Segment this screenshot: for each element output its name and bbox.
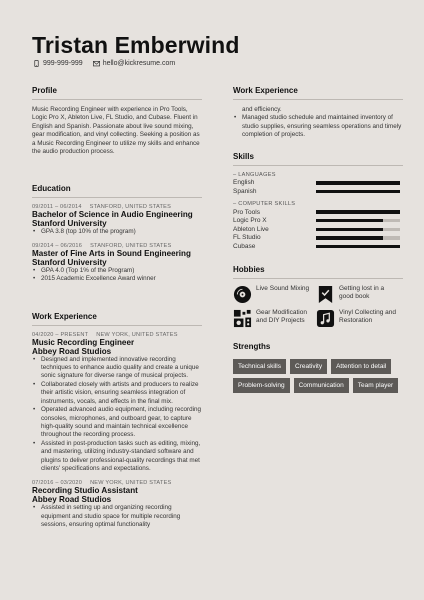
school-name: Stanford University	[32, 257, 107, 267]
skills-heading: Skills	[233, 152, 403, 166]
job-item	[32, 480, 202, 529]
skill-level-fill	[316, 190, 400, 194]
education-bullets	[32, 267, 202, 284]
bullet: • Collaborated closely with artists and producers to realize their artistic vision, ensuring seamless integration of instruments, vocals, and effects in the final mix.	[32, 381, 202, 406]
skill-level-bar	[316, 181, 400, 185]
candidate-name: Tristan Emberwind	[32, 32, 240, 58]
job-meta: 04/2020 – PRESENT NEW YORK, UNITED STATES	[32, 331, 178, 338]
hobby-label: Gear Modification and DIY Projects	[256, 308, 307, 325]
job-company: Abbey Road Studios	[32, 495, 112, 505]
education-meta: 09/2011 – 06/2014 STANFORD, UNITED STATES	[32, 204, 172, 211]
phone-number[interactable]: 999-999-999	[43, 60, 83, 67]
skill-level-fill	[316, 245, 400, 249]
skill-row	[233, 216, 403, 225]
strength-tag: Technical skills	[233, 359, 286, 374]
skill-name: FL Studio	[233, 234, 261, 242]
mixer-icon	[233, 309, 252, 328]
skill-level-bar	[316, 228, 400, 232]
job-bullets	[32, 356, 202, 474]
bullet: • Designed and implemented innovative recording techniques to enhance audio quality and create a unique sonic signature for diverse range of musical projects.	[32, 356, 202, 381]
skill-level-bar	[316, 210, 400, 214]
job-role: Music Recording Engineer	[32, 337, 135, 347]
hobby-label: Vinyl Collecting and Restoration	[339, 308, 396, 325]
email-address[interactable]: hello@kickresume.com	[102, 60, 176, 67]
skill-level-bar	[316, 219, 400, 223]
job-bullets	[32, 504, 202, 529]
job-meta: 07/2016 – 03/2020 NEW YORK, UNITED STATES	[32, 480, 172, 487]
strength-tag: Communication	[294, 378, 349, 393]
education-item	[32, 243, 202, 284]
experience-cont-heading: Work Experience	[233, 86, 403, 100]
hobby-item	[233, 285, 316, 304]
left-column	[32, 86, 202, 530]
skill-level-bar	[316, 245, 400, 249]
right-column	[233, 86, 403, 397]
skill-row	[233, 208, 403, 217]
skill-name: English	[233, 179, 255, 187]
strengths-heading: Strengths	[233, 341, 271, 351]
skill-level-fill	[316, 210, 400, 214]
job-role: Recording Studio Assistant	[32, 486, 138, 496]
hobbies-grid	[233, 285, 403, 328]
education-heading: Education	[32, 184, 202, 198]
experience-cont-bullets	[233, 114, 403, 139]
bookmark-icon	[316, 285, 335, 304]
strength-tag: Creativity	[290, 359, 327, 374]
bullet: • Assisted in setting up and organizing recording equipment and studio space for multiple recording sessions, ensuring optimal functionality	[32, 504, 202, 529]
skill-level-fill	[316, 181, 400, 185]
vinyl-record-icon	[233, 285, 252, 304]
hobby-item	[316, 285, 399, 304]
bullet: • Operated advanced audio equipment, including recording consoles, microphones, and outboard gear, to capture high-quality sound and maintain technical excellence throughout the recording process.	[32, 406, 202, 440]
skill-level-fill	[316, 236, 383, 240]
strength-tag: Team player	[353, 378, 398, 393]
skill-row	[233, 242, 403, 251]
skill-level-bar	[316, 190, 400, 194]
strengths-tags	[233, 359, 413, 397]
skill-level-fill	[316, 228, 383, 232]
job-company: Abbey Road Studios	[32, 346, 112, 356]
skill-row	[233, 225, 403, 234]
degree-title: Master of Fine Arts in Sound Engineering	[32, 248, 191, 258]
bullet: • Assisted in post-production tasks such as editing, mixing, and mastering, utilizing industry-standard software and plugins to deliver professional-quality recordings that met clients' specifications and expectations.	[32, 440, 202, 474]
phone-item	[33, 60, 83, 67]
strength-tag: Attention to detail	[331, 359, 391, 374]
bullet: • GPA 3.8 (top 10% of the program)	[32, 228, 202, 236]
email-item	[93, 60, 175, 67]
languages-label: – LANGUAGES	[233, 171, 276, 178]
skill-name: Logic Pro X	[233, 217, 267, 225]
degree-title: Bachelor of Science in Audio Engineering	[32, 210, 193, 220]
skill-name: Cubase	[233, 242, 256, 250]
envelope-icon	[93, 60, 100, 67]
hobby-item	[316, 309, 399, 328]
bullet: • GPA 4.0 (Top 1% of the Program)	[32, 267, 202, 275]
hobby-label: Getting lost in a good book	[339, 284, 385, 301]
education-bullets	[32, 228, 202, 236]
computer-skills-label: – COMPUTER SKILLS	[233, 200, 296, 207]
skill-row	[233, 179, 403, 188]
education-meta: 09/2014 – 06/2016 STANFORD, UNITED STATES	[32, 242, 172, 249]
hobby-label: Live Sound Mixing	[256, 284, 310, 292]
strength-tag: Problem-solving	[233, 378, 290, 393]
profile-text: Music Recording Engineer with experience in Pro Tools, Logic Pro X, Ableton Live, FL Studio, and Cubase. Fluent in English and Spanish. Passionate about live sound mixing, gear modification, and vinyl collecting. Seeking a position as a Music Recording Engineer to utilize my skills and enhance the audio production process.	[32, 106, 200, 156]
experience-heading: Work Experience	[32, 312, 202, 326]
skill-row	[233, 187, 403, 196]
school-name: Stanford University	[32, 219, 107, 229]
skill-name: Spanish	[233, 188, 257, 196]
education-item	[32, 204, 202, 236]
skill-name: Ableton Live	[233, 225, 269, 233]
profile-heading: Profile	[32, 86, 202, 100]
music-note-icon	[316, 309, 335, 328]
hobbies-heading: Hobbies	[233, 265, 403, 279]
skill-name: Pro Tools	[233, 208, 260, 216]
experience-cont-text: and efficiency.	[242, 106, 282, 113]
bullet: • 2015 Academic Excellence Award winner	[32, 275, 202, 283]
hobby-item	[233, 309, 316, 328]
phone-icon	[33, 60, 40, 67]
contact-line	[33, 60, 185, 67]
bullet: • Managed studio schedule and maintained inventory of studio supplies, ensuring seamless operations and timely completion of projects.	[233, 114, 403, 139]
skill-level-fill	[316, 219, 383, 223]
languages-list	[233, 179, 403, 196]
skill-level-bar	[316, 236, 400, 240]
computer-skills-list	[233, 208, 403, 251]
job-item	[32, 332, 202, 474]
skill-row	[233, 234, 403, 243]
